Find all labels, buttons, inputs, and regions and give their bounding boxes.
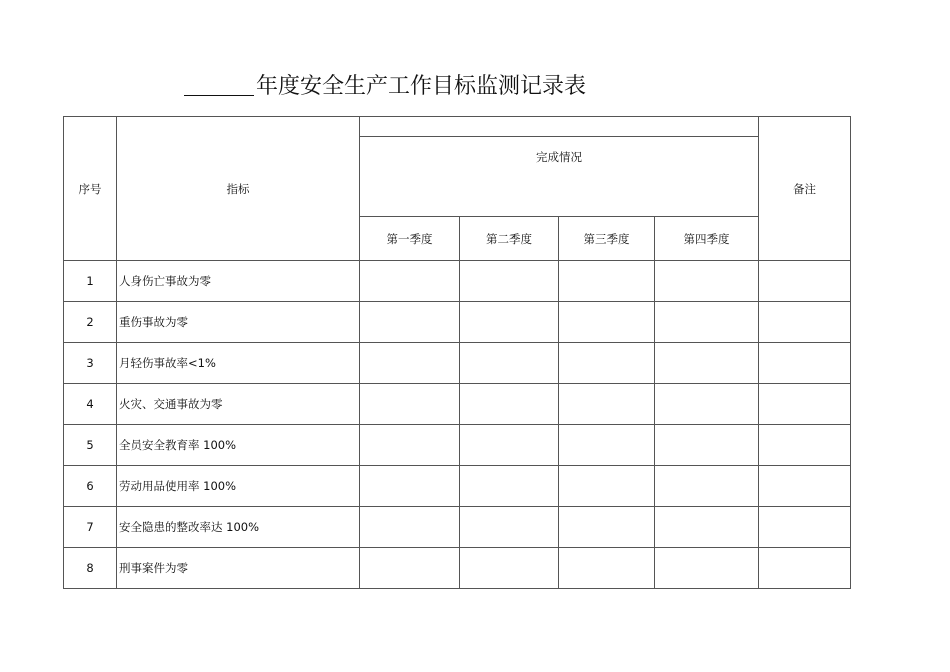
- cell-q4[interactable]: [655, 302, 759, 343]
- header-seq: 序号: [64, 117, 117, 261]
- table-row: [64, 302, 851, 343]
- cell-q4[interactable]: [655, 343, 759, 384]
- header-quarter-3: 第三季度: [559, 217, 655, 261]
- cell-q3[interactable]: [559, 343, 655, 384]
- header-quarter-1: 第一季度: [360, 217, 460, 261]
- cell-remarks[interactable]: [759, 384, 851, 425]
- page-title: [184, 66, 586, 100]
- header-completion: 完成情况: [360, 137, 759, 217]
- cell-q3[interactable]: [559, 261, 655, 302]
- title-text: 年度安全生产工作目标监测记录表: [256, 74, 587, 99]
- cell-remarks[interactable]: [759, 343, 851, 384]
- row-number: 8: [64, 548, 117, 589]
- cell-remarks[interactable]: [759, 466, 851, 507]
- header-quarter-4: 第四季度: [655, 217, 759, 261]
- cell-q3[interactable]: [559, 302, 655, 343]
- row-number: 3: [64, 343, 117, 384]
- table-row: [64, 261, 851, 302]
- row-number: 5: [64, 425, 117, 466]
- cell-q4[interactable]: [655, 548, 759, 589]
- cell-q3[interactable]: [559, 425, 655, 466]
- cell-q4[interactable]: [655, 466, 759, 507]
- row-indicator: 人身伤亡事故为零: [117, 261, 360, 302]
- title-year-blank: [184, 93, 254, 96]
- cell-remarks[interactable]: [759, 302, 851, 343]
- header-blank-band: [360, 117, 759, 137]
- table-row: [64, 466, 851, 507]
- cell-q2[interactable]: [460, 343, 559, 384]
- cell-q3[interactable]: [559, 548, 655, 589]
- cell-q3[interactable]: [559, 384, 655, 425]
- header-quarter-2: 第二季度: [460, 217, 559, 261]
- cell-q2[interactable]: [460, 261, 559, 302]
- cell-q3[interactable]: [559, 507, 655, 548]
- table-row: [64, 343, 851, 384]
- cell-q2[interactable]: [460, 302, 559, 343]
- row-indicator: 刑事案件为零: [117, 548, 360, 589]
- row-number: 2: [64, 302, 117, 343]
- row-indicator: 重伤事故为零: [117, 302, 360, 343]
- row-indicator: 火灾、交通事故为零: [117, 384, 360, 425]
- row-number: 6: [64, 466, 117, 507]
- cell-q1[interactable]: [360, 343, 460, 384]
- cell-q3[interactable]: [559, 466, 655, 507]
- header-row-top: [64, 117, 851, 137]
- header-indicator: 指标: [117, 117, 360, 261]
- cell-q1[interactable]: [360, 425, 460, 466]
- cell-q1[interactable]: [360, 302, 460, 343]
- table-row: [64, 548, 851, 589]
- cell-q1[interactable]: [360, 261, 460, 302]
- cell-remarks[interactable]: [759, 261, 851, 302]
- cell-q1[interactable]: [360, 548, 460, 589]
- row-indicator: 全员安全教育率 100%: [117, 425, 360, 466]
- table-row: [64, 507, 851, 548]
- row-indicator: 劳动用品使用率 100%: [117, 466, 360, 507]
- header-remarks: 备注: [759, 117, 851, 261]
- cell-q2[interactable]: [460, 466, 559, 507]
- table-row: [64, 384, 851, 425]
- cell-q4[interactable]: [655, 261, 759, 302]
- cell-q1[interactable]: [360, 466, 460, 507]
- cell-q4[interactable]: [655, 507, 759, 548]
- cell-q1[interactable]: [360, 507, 460, 548]
- cell-q2[interactable]: [460, 425, 559, 466]
- row-number: 7: [64, 507, 117, 548]
- cell-remarks[interactable]: [759, 425, 851, 466]
- table-row: [64, 425, 851, 466]
- row-indicator: 月轻伤事故率<1%: [117, 343, 360, 384]
- cell-q2[interactable]: [460, 384, 559, 425]
- cell-remarks[interactable]: [759, 548, 851, 589]
- cell-q4[interactable]: [655, 384, 759, 425]
- cell-q2[interactable]: [460, 507, 559, 548]
- cell-q4[interactable]: [655, 425, 759, 466]
- row-indicator: 安全隐患的整改率达 100%: [117, 507, 360, 548]
- cell-remarks[interactable]: [759, 507, 851, 548]
- row-number: 4: [64, 384, 117, 425]
- record-table: [63, 116, 851, 589]
- cell-q2[interactable]: [460, 548, 559, 589]
- row-number: 1: [64, 261, 117, 302]
- cell-q1[interactable]: [360, 384, 460, 425]
